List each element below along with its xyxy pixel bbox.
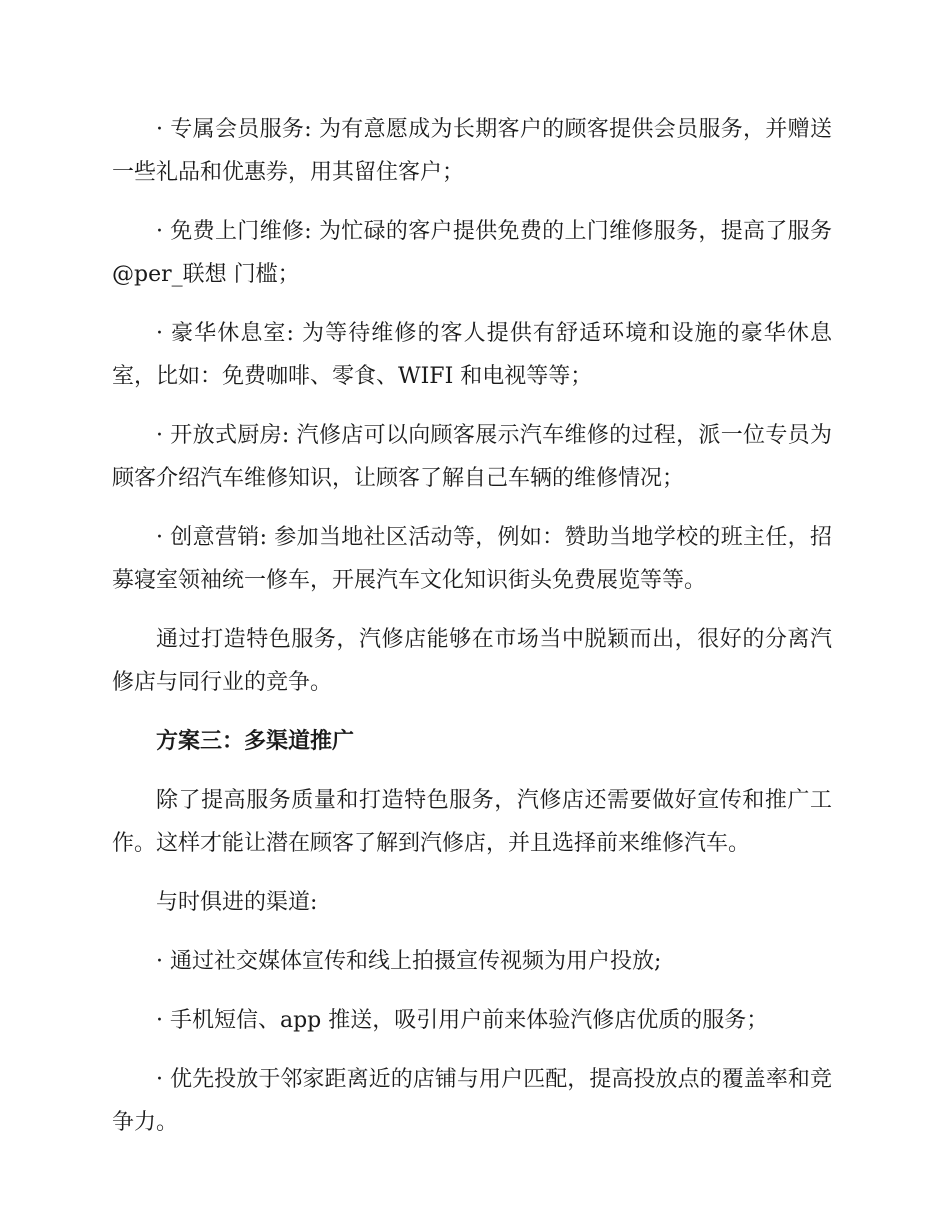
paragraph-promotion-intro: 除了提高服务质量和打造特色服务，汽修店还需要做好宣传和推广工作。这样才能让潜在顾客了解到汽修店，并且选择前来维修汽车。 (112, 788, 832, 856)
document-body (112, 108, 832, 1160)
paragraph-nearby-placement: · 优先投放于邻家距离近的店铺与用户匹配，提高投放点的覆盖率和竞争力。 (112, 1067, 832, 1135)
paragraph-home-repair: · 免费上门维修: 为忙碌的客户提供免费的上门维修服务，提高了服务@per_联想 门槛； (112, 219, 832, 287)
paragraph-social-media: · 通过社交媒体宣传和线上拍摄宣传视频为用户投放; (156, 949, 662, 974)
paragraph-lounge: · 豪华休息室: 为等待维修的客人提供有舒适环境和设施的豪华休息室，比如：免费咖啡、零食、WIFI 和电视等等； (112, 321, 832, 389)
paragraph-creative-marketing: · 创意营销: 参加当地社区活动等，例如：赞助当地学校的班主任，招募寝室领袖统一修车，开展汽车文化知识街头免费展览等等。 (112, 525, 832, 593)
paragraph-member-service: · 专属会员服务: 为有意愿成为长期客户的顾客提供会员服务，并赠送一些礼品和优惠券，用其留住客户； (112, 117, 832, 185)
paragraph-sms-push: · 手机短信、app 推送，吸引用户前来体验汽修店优质的服务； (156, 1008, 769, 1033)
paragraph-open-kitchen: · 开放式厨房: 汽修店可以向顾客展示汽车维修的过程，派一位专员为顾客介绍汽车维修知识，让顾客了解自己车辆的维修情况； (112, 423, 832, 491)
paragraph-summary: 通过打造特色服务，汽修店能够在市场当中脱颖而出，很好的分离汽修店与同行业的竞争。 (112, 627, 832, 695)
section-heading: 方案三：多渠道推广 (156, 729, 355, 754)
paragraph-channels-title: 与时俱进的渠道: (156, 890, 318, 915)
